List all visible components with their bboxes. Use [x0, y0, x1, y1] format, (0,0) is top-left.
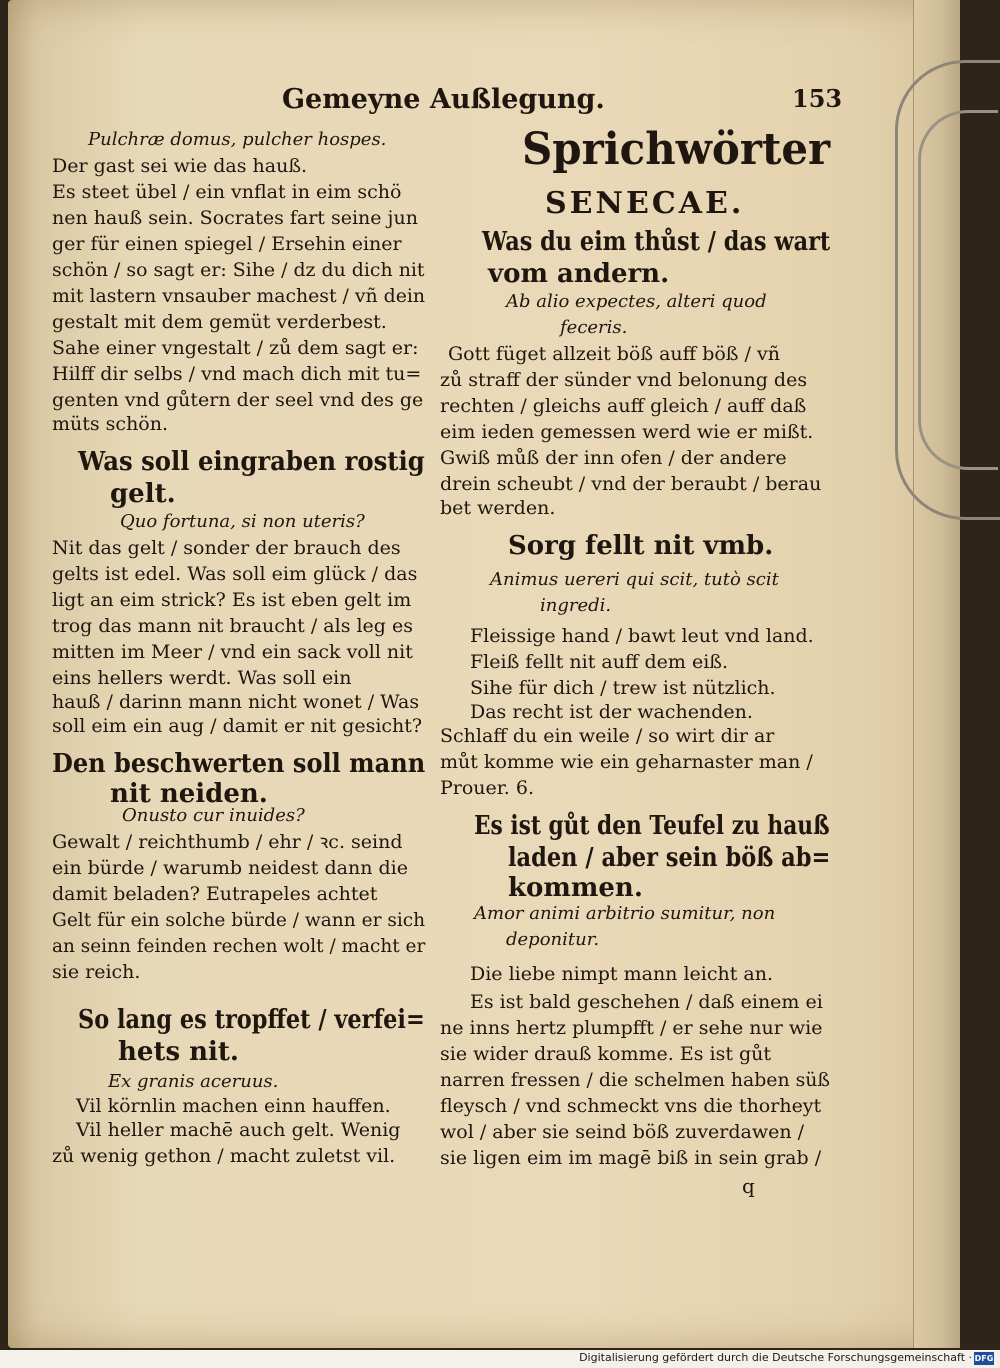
left-heading-line: gelt. — [110, 479, 176, 509]
left-text-line: eins hellers werdt. Was soll ein — [52, 667, 352, 689]
left-text-line: an seinn feinden rechen wolt / macht er — [52, 935, 426, 957]
left-text-line: gelts ist edel. Was soll eim glück / das — [52, 563, 418, 585]
right-heading-line: Es ist gůt den Teufel zu hauß — [474, 811, 830, 841]
section-subtitle: SENECAE. — [545, 186, 745, 221]
left-text-line: damit beladen? Eutrapeles achtet — [52, 883, 378, 905]
left-text-line: Gewalt / reichthumb / ehr / ꝛc. seind — [52, 831, 403, 853]
left-text-line: ligt an eim strick? Es ist eben gelt im — [52, 589, 412, 611]
left-text-line: Es steet übel / ein vnflat in eim schö — [52, 181, 402, 203]
right-text-line: Fleiß fellt nit auff dem eiß. — [470, 651, 729, 673]
left-text-line: schön / so sagt er: Sihe / dz du dich nit — [52, 259, 425, 281]
right-latin-motto: Ab alio expectes, alteri quod — [506, 291, 767, 312]
left-latin-motto: Onusto cur inuides? — [122, 805, 305, 826]
right-heading-line: laden / aber sein böß ab= — [508, 843, 831, 873]
right-text-line: Prouer. 6. — [440, 777, 534, 799]
right-text-line: narren fressen / die schelmen haben süß — [440, 1069, 831, 1091]
right-text-line: ne inns hertz plumpfft / er sehe nur wie — [440, 1017, 823, 1039]
left-text-line: genten vnd gůtern der seel vnd des ge — [52, 389, 424, 411]
left-text-line: mitten im Meer / vnd ein sack voll nit — [52, 641, 413, 663]
right-text-line: wol / aber sie seind böß zuverdawen / — [440, 1121, 805, 1143]
left-text-line: Sahe einer vngestalt / zů dem sagt er: — [52, 337, 419, 359]
left-heading-line: So lang es tropffet / verfei= — [78, 1005, 425, 1035]
left-text-line: mit lastern vnsauber machest / vñ dein — [52, 285, 426, 307]
right-text-line: bet werden. — [440, 497, 556, 519]
digitization-credit: Digitalisierung gefördert durch die Deutsche Forschungsgemeinschaft · — [579, 1351, 972, 1364]
right-text-line: Es ist bald geschehen / daß einem ei — [470, 991, 823, 1013]
right-latin-motto: Amor animi arbitrio sumitur, non — [474, 903, 776, 924]
right-text-line: Gwiß můß der inn ofen / der andere — [440, 447, 787, 469]
right-text-line: Sihe für dich / trew ist nützlich. — [470, 677, 776, 699]
left-text-line: Vil körnlin machen einn hauffen. — [76, 1095, 391, 1117]
left-text-line: müts schön. — [52, 413, 169, 435]
left-text-line: Der gast sei wie das hauß. — [52, 155, 308, 177]
right-text-line: eim ieden gemessen werd wie er mißt. — [440, 421, 814, 443]
right-text-line: Die liebe nimpt mann leicht an. — [470, 963, 774, 985]
left-text-line: sie reich. — [52, 961, 141, 983]
right-text-line: drein scheubt / vnd der beraubt / berau — [440, 473, 822, 495]
right-latin-motto: Animus uereri qui scit, tutò scit — [490, 569, 779, 590]
left-heading-line: hets nit. — [118, 1037, 239, 1067]
left-text-line: trog das mann nit braucht / als leg es — [52, 615, 413, 637]
dfg-logo: DFG — [974, 1354, 994, 1363]
right-heading-line: Sorg fellt nit vmb. — [508, 531, 774, 561]
left-text-line: Gelt für ein solche bürde / wann er sich — [52, 909, 426, 931]
right-text-line: fleysch / vnd schmeckt vns die thorheyt — [440, 1095, 822, 1117]
right-heading-line: kommen. — [508, 873, 643, 903]
left-text-line: nen hauß sein. Socrates fart seine jun — [52, 207, 418, 229]
running-header: Gemeyne Außlegung. — [282, 84, 605, 115]
right-latin-motto: deponitur. — [506, 929, 600, 950]
left-text-line: Hilff dir selbs / vnd mach dich mit tu= — [52, 363, 422, 385]
right-heading-line: Was du eim thůst / das wart — [482, 227, 831, 257]
left-latin-motto: Quo fortuna, si non uteris? — [120, 511, 365, 532]
left-latin-motto: Pulchræ domus, pulcher hospes. — [88, 129, 387, 150]
right-text-line: Das recht ist der wachenden. — [470, 701, 753, 723]
signature-mark: q — [742, 1174, 755, 1198]
left-text-line: hauß / darinn mann nicht wonet / Was — [52, 691, 420, 713]
right-text-line: zů straff der sünder vnd belonung des — [440, 369, 808, 391]
right-text-line: sie ligen eim im magē biß in sein grab / — [440, 1147, 822, 1169]
left-text-line: ger für einen spiegel / Ersehin einer — [52, 233, 402, 255]
page-number: 153 — [792, 84, 843, 113]
paper-clip-inner — [918, 110, 998, 470]
left-text-line: Vil heller machē auch gelt. Wenig — [76, 1119, 401, 1141]
right-text-line: můt komme wie ein geharnaster man / — [440, 751, 813, 773]
right-text-line: Gott füget allzeit böß auff böß / vñ — [448, 343, 780, 365]
left-text-line: ein bürde / warumb neidest dann die — [52, 857, 408, 879]
left-text-line: zů wenig gethon / macht zuletst vil. — [52, 1145, 396, 1167]
right-text-line: Schlaff du ein weile / so wirt dir ar — [440, 725, 775, 747]
left-text-line: soll eim ein aug / damit er nit gesicht? — [52, 715, 423, 737]
section-title: Sprichwörter — [522, 124, 831, 175]
right-text-line: Fleissige hand / bawt leut vnd land. — [470, 625, 814, 647]
right-latin-motto: feceris. — [560, 317, 628, 338]
left-heading-line: nit neiden. — [110, 779, 268, 809]
left-latin-motto: Ex granis aceruus. — [108, 1071, 279, 1092]
left-text-line: Nit das gelt / sonder der brauch des — [52, 537, 401, 559]
right-latin-motto: ingredi. — [540, 595, 612, 616]
left-text-line: gestalt mit dem gemüt verderbest. — [52, 311, 387, 333]
left-heading-line: Was soll eingraben rostig — [78, 447, 425, 477]
left-heading-line: Den beschwerten soll mann — [52, 749, 426, 779]
right-text-line: sie wider drauß komme. Es ist gůt — [440, 1043, 772, 1065]
right-heading-line: vom andern. — [488, 259, 670, 289]
right-text-line: rechten / gleichs auff gleich / auff daß — [440, 395, 807, 417]
